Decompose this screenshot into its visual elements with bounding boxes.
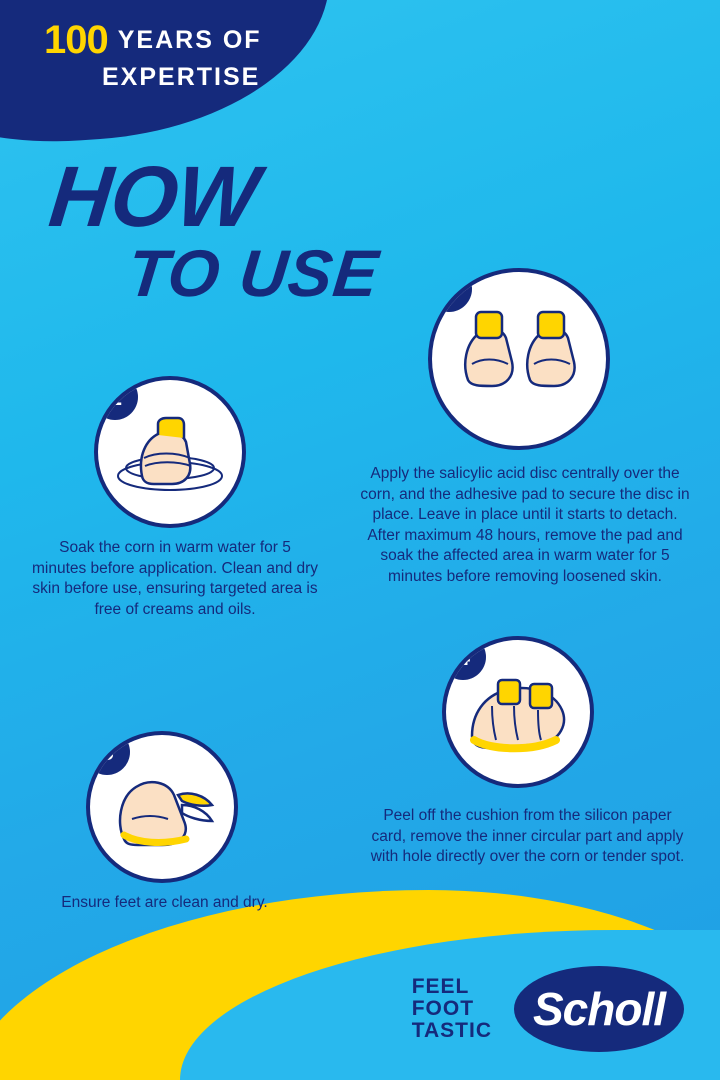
tagline-line-2: FOOT <box>411 996 475 1020</box>
scholl-logo: Scholl <box>514 966 684 1052</box>
badge-years-label: YEARS OF <box>117 25 262 54</box>
step-4-illustration <box>446 640 590 784</box>
page-title <box>45 149 383 310</box>
expertise-badge <box>44 20 324 90</box>
step-1-illustration <box>98 380 242 524</box>
step-1-caption: Soak the corn in warm water for 5 minutes before application. Clean and dry skin before use, ensuring targeted area is free of creams and oils. <box>31 539 319 618</box>
feel-foot-tastic-logo <box>412 976 492 1043</box>
step-2-number: 2 <box>432 272 472 312</box>
tagline-line-3: TASTIC <box>411 1019 492 1043</box>
badge-expertise-label: EXPERTISE <box>102 63 261 91</box>
step-3-caption: Ensure feet are clean and dry. <box>61 894 268 911</box>
step-1-number: 1 <box>98 380 138 420</box>
badge-100-label: 100 <box>44 18 108 62</box>
step-3 <box>32 735 297 914</box>
step-2-caption: Apply the salicylic acid disc centrally over the corn, and the adhesive pad to secure the disc in place. Leave in place until it starts to detach. After maximum 48 hours, remove the pad and soak the affected area in warm water for 5 minutes before removing loosened skin. <box>360 465 690 586</box>
step-2-illustration <box>432 272 606 446</box>
page-title-line1: HOW <box>45 149 263 245</box>
tagline-line-1: FEEL <box>411 974 470 998</box>
step-3-number: 3 <box>90 735 130 775</box>
step-4-number: 4 <box>446 640 486 680</box>
step-2 <box>360 272 690 588</box>
step-3-illustration <box>90 735 234 879</box>
page-title-line2: TO USE <box>124 235 383 310</box>
step-1 <box>30 380 320 620</box>
footer <box>412 966 684 1052</box>
step-4 <box>370 640 685 868</box>
step-4-caption: Peel off the cushion from the silicon paper card, remove the inner circular part and apply with hole directly over the corn or tender spot. <box>370 807 685 866</box>
